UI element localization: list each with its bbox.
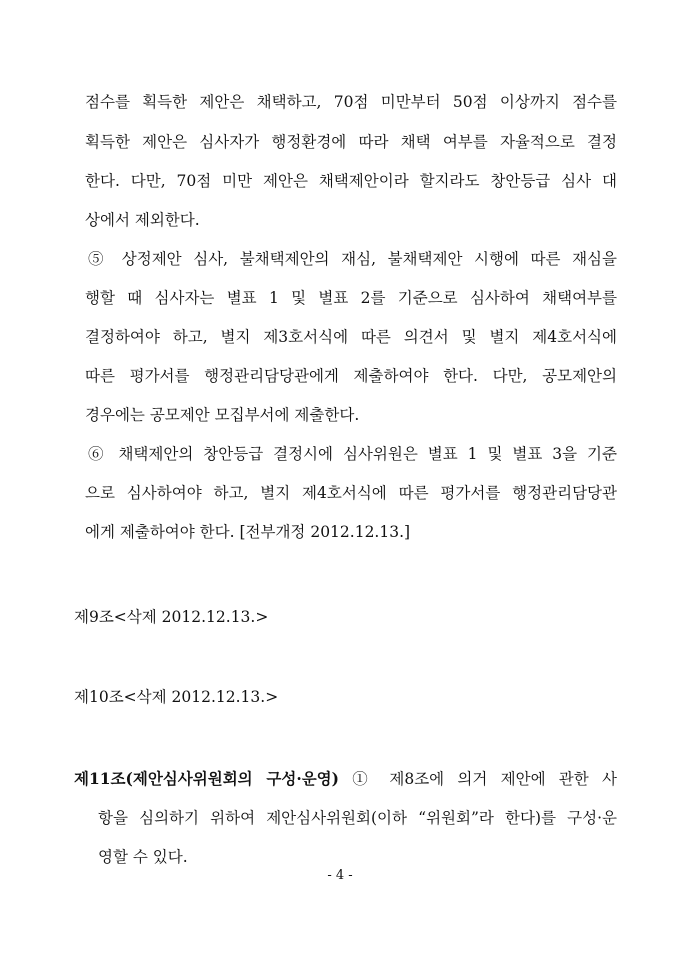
text-line: 으로 심사하여야 하고, 별지 제4호서식에 따른 평가서를 행정관리담당관	[85, 484, 617, 502]
text-line: 획득한 제안은 심사자가 행정환경에 따라 채택 여부를 자율적으로 결정	[85, 133, 617, 151]
article-10-deleted: 제10조<삭제 2012.12.13.>	[74, 688, 279, 706]
text-line: ⑥ 채택제안의 창안등급 결정시에 심사위원은 별표 1 및 별표 3을 기준	[88, 445, 617, 463]
text-line: 경우에는 공모제안 모집부서에 제출한다.	[85, 406, 360, 424]
text-line: 따른 평가서를 행정관리담당관에게 제출하여야 한다. 다만, 공모제안의	[85, 367, 617, 385]
text-line: 한다. 다만, 70점 미만 제안은 채택제안이라 할지라도 창안등급 심사 대	[85, 172, 617, 190]
text-line: 상에서 제외한다.	[85, 211, 200, 229]
text-line: 점수를 획득한 제안은 채택하고, 70점 미만부터 50점 이상까지 점수를	[85, 93, 617, 111]
text-line: 항을 심의하기 위하여 제안심사위원회(이하 “위원회”라 한다)를 구성·운	[98, 809, 617, 827]
text-line: 에게 제출하여야 한다. [전부개정 2012.12.13.]	[85, 523, 411, 541]
text-line: ⑤ 상정제안 심사, 불채택제안의 재심, 불채택제안 시행에 따른 재심을	[88, 250, 617, 268]
text-line: 행할 때 심사자는 별표 1 및 별표 2를 기준으로 심사하여 채택여부를	[85, 289, 617, 307]
article-11-first-line: ① 제8조에 의거 제안에 관한 사	[352, 770, 617, 788]
text-line: 영할 수 있다.	[98, 848, 188, 866]
text-line	[74, 769, 617, 789]
article-11-title: 제11조(제안심사위원회의 구성·운영)	[74, 769, 339, 788]
page-number: - 4 -	[327, 868, 353, 883]
text-line: 결정하여야 하고, 별지 제3호서식에 따른 의견서 및 별지 제4호서식에	[85, 328, 617, 346]
article-9-deleted: 제9조<삭제 2012.12.13.>	[74, 608, 269, 626]
